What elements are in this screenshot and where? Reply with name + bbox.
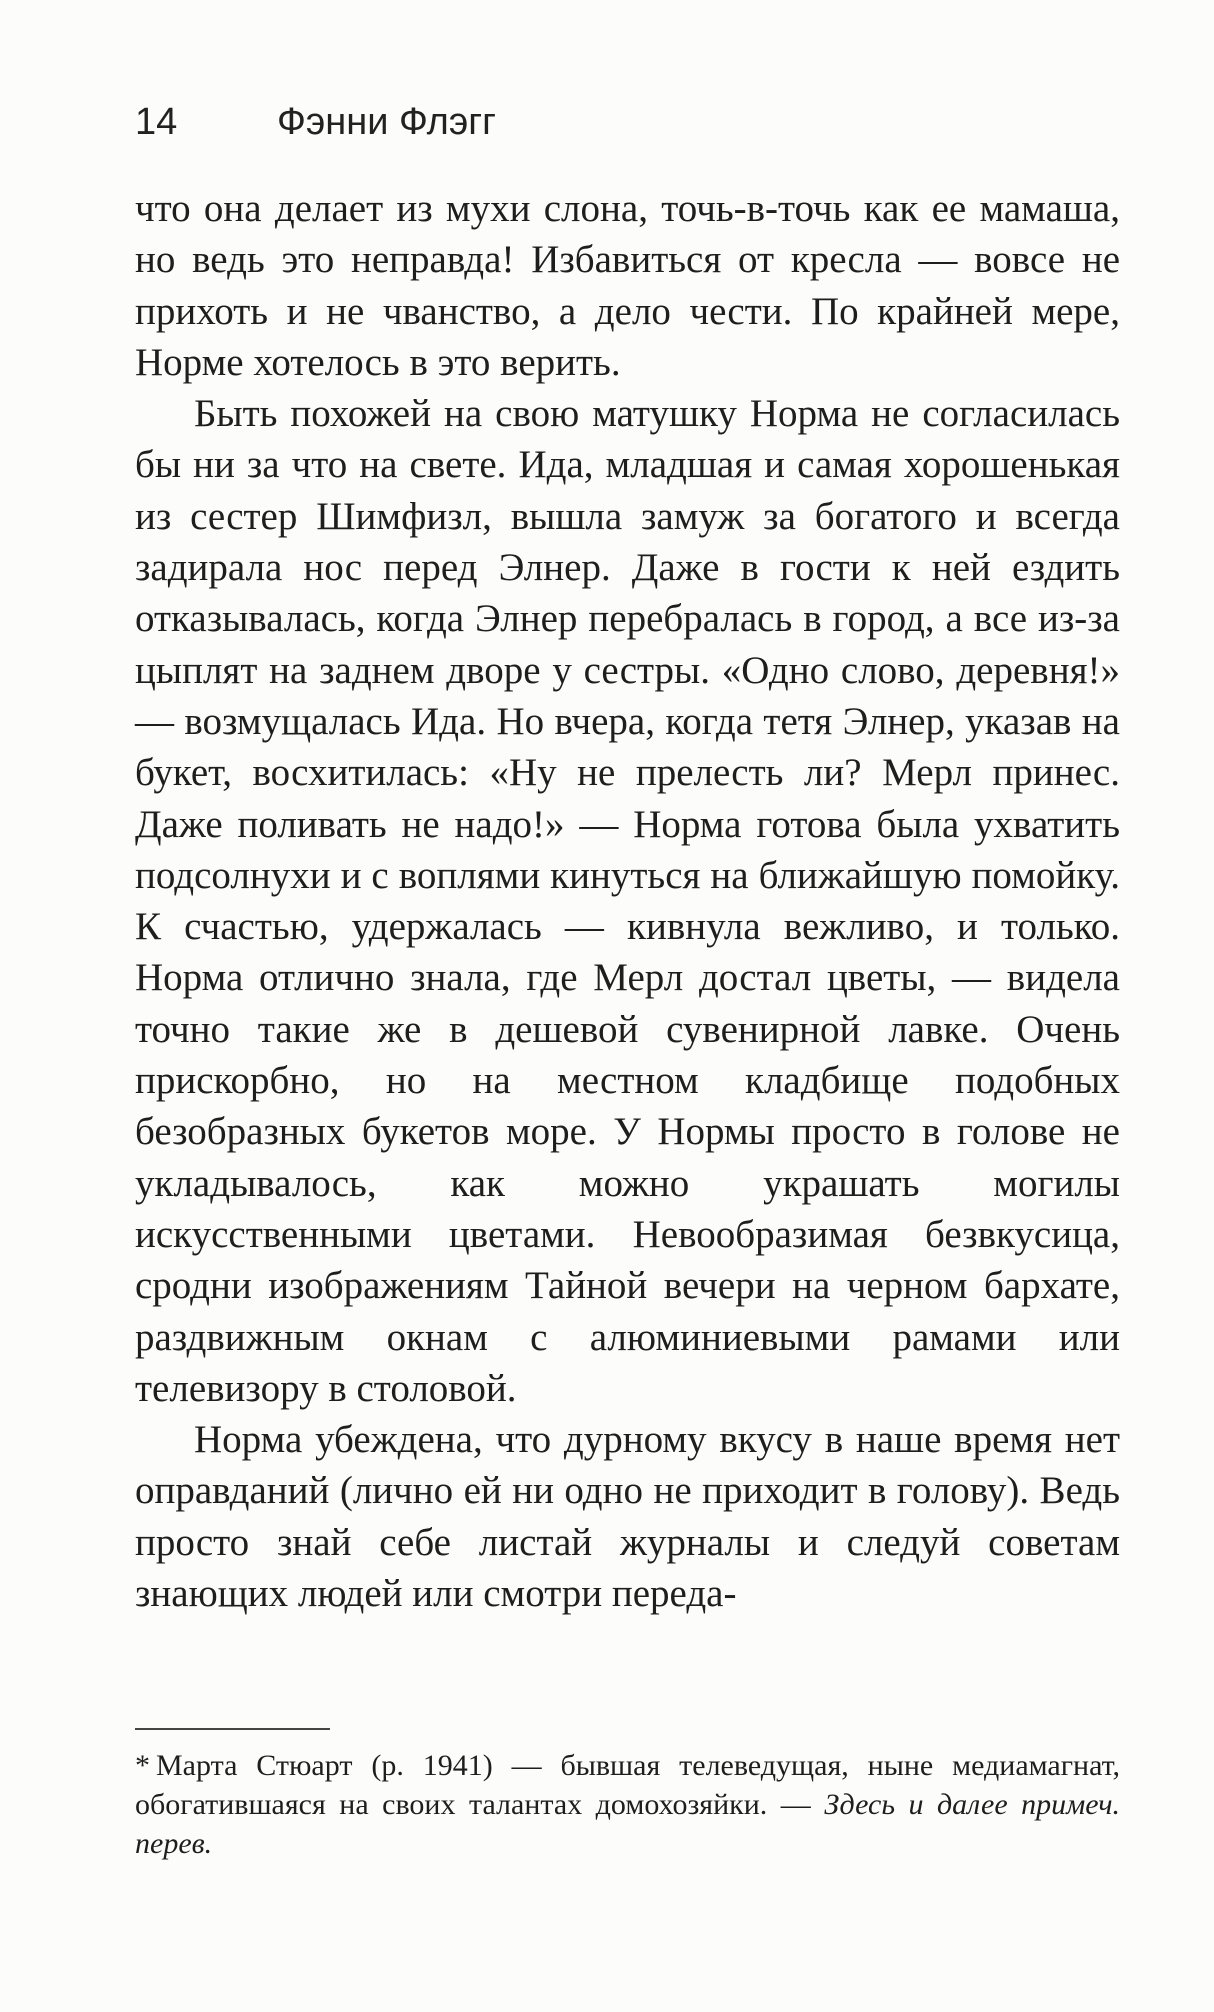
footnote-italic-note: Здесь и далее примеч. перев.: [135, 1788, 1121, 1860]
footnote: [135, 1746, 1120, 1863]
body-text: [135, 183, 1120, 1619]
footnote-divider: [135, 1728, 330, 1730]
paragraph: что она делает из мухи слона, точь-в-точь как ее мамаша, но ведь это неправда! Избавиться от кресла — вовсе не прихоть и не чванство, а дело чести. По крайней мере, Норме хотелось в это верить.: [135, 187, 1120, 384]
footnote-text: Марта Стюарт (р. 1941) — бывшая телеведущая, ныне медиамагнат, обогатившаяся на своих талантах домохозяйки. —: [135, 1749, 1120, 1821]
footnote-mark: *: [135, 1749, 150, 1782]
paragraph: Быть похожей на свою матушку Норма не согласилась бы ни за что на свете. Ида, младшая и самая хорошенькая из сестер Шимфизл, вышла замуж за богатого и всегда задирала нос перед Элнер. Даже в гости к ней ездить отказывалась, когда Элнер перебралась в город, а все из-за цыплят на заднем дворе у сестры. «Одно слово, деревня!» — возмущалась Ида. Но вчера, когда тетя Элнер, указав на букет, восхитилась: «Ну не прелесть ли? Мерл принес. Даже поливать не надо!» — Норма готова была ухватить подсолнухи и с воплями кинуться на ближайшую помойку. К счастью, удержалась — кивнула вежливо, и только. Норма отлично знала, где Мерл достал цветы, — видела точно такие же в дешевой сувенирной лавке. Очень прискорбно, но на местном кладбище подобных безобразных букетов море. У Нормы просто в голове не укладывалось, как можно украшать могилы искусственными цветами. Невообразимая безвкусица, сродни изображениям Тайной вечери на черном бархате, раздвижным окнам с алюминиевыми рамами или телевизору в столовой.: [135, 392, 1120, 1410]
page-header: [135, 92, 1095, 152]
paragraph: Норма убеждена, что дурному вкусу в наше время нет оправданий (лично ей ни одно не приходит в голову). Ведь просто знай себе листай журналы и следуй советам знающих людей или смотри переда-: [135, 1418, 1120, 1616]
page-number: 14: [135, 101, 178, 143]
running-head-author: Фэнни Флэгг: [277, 101, 496, 143]
